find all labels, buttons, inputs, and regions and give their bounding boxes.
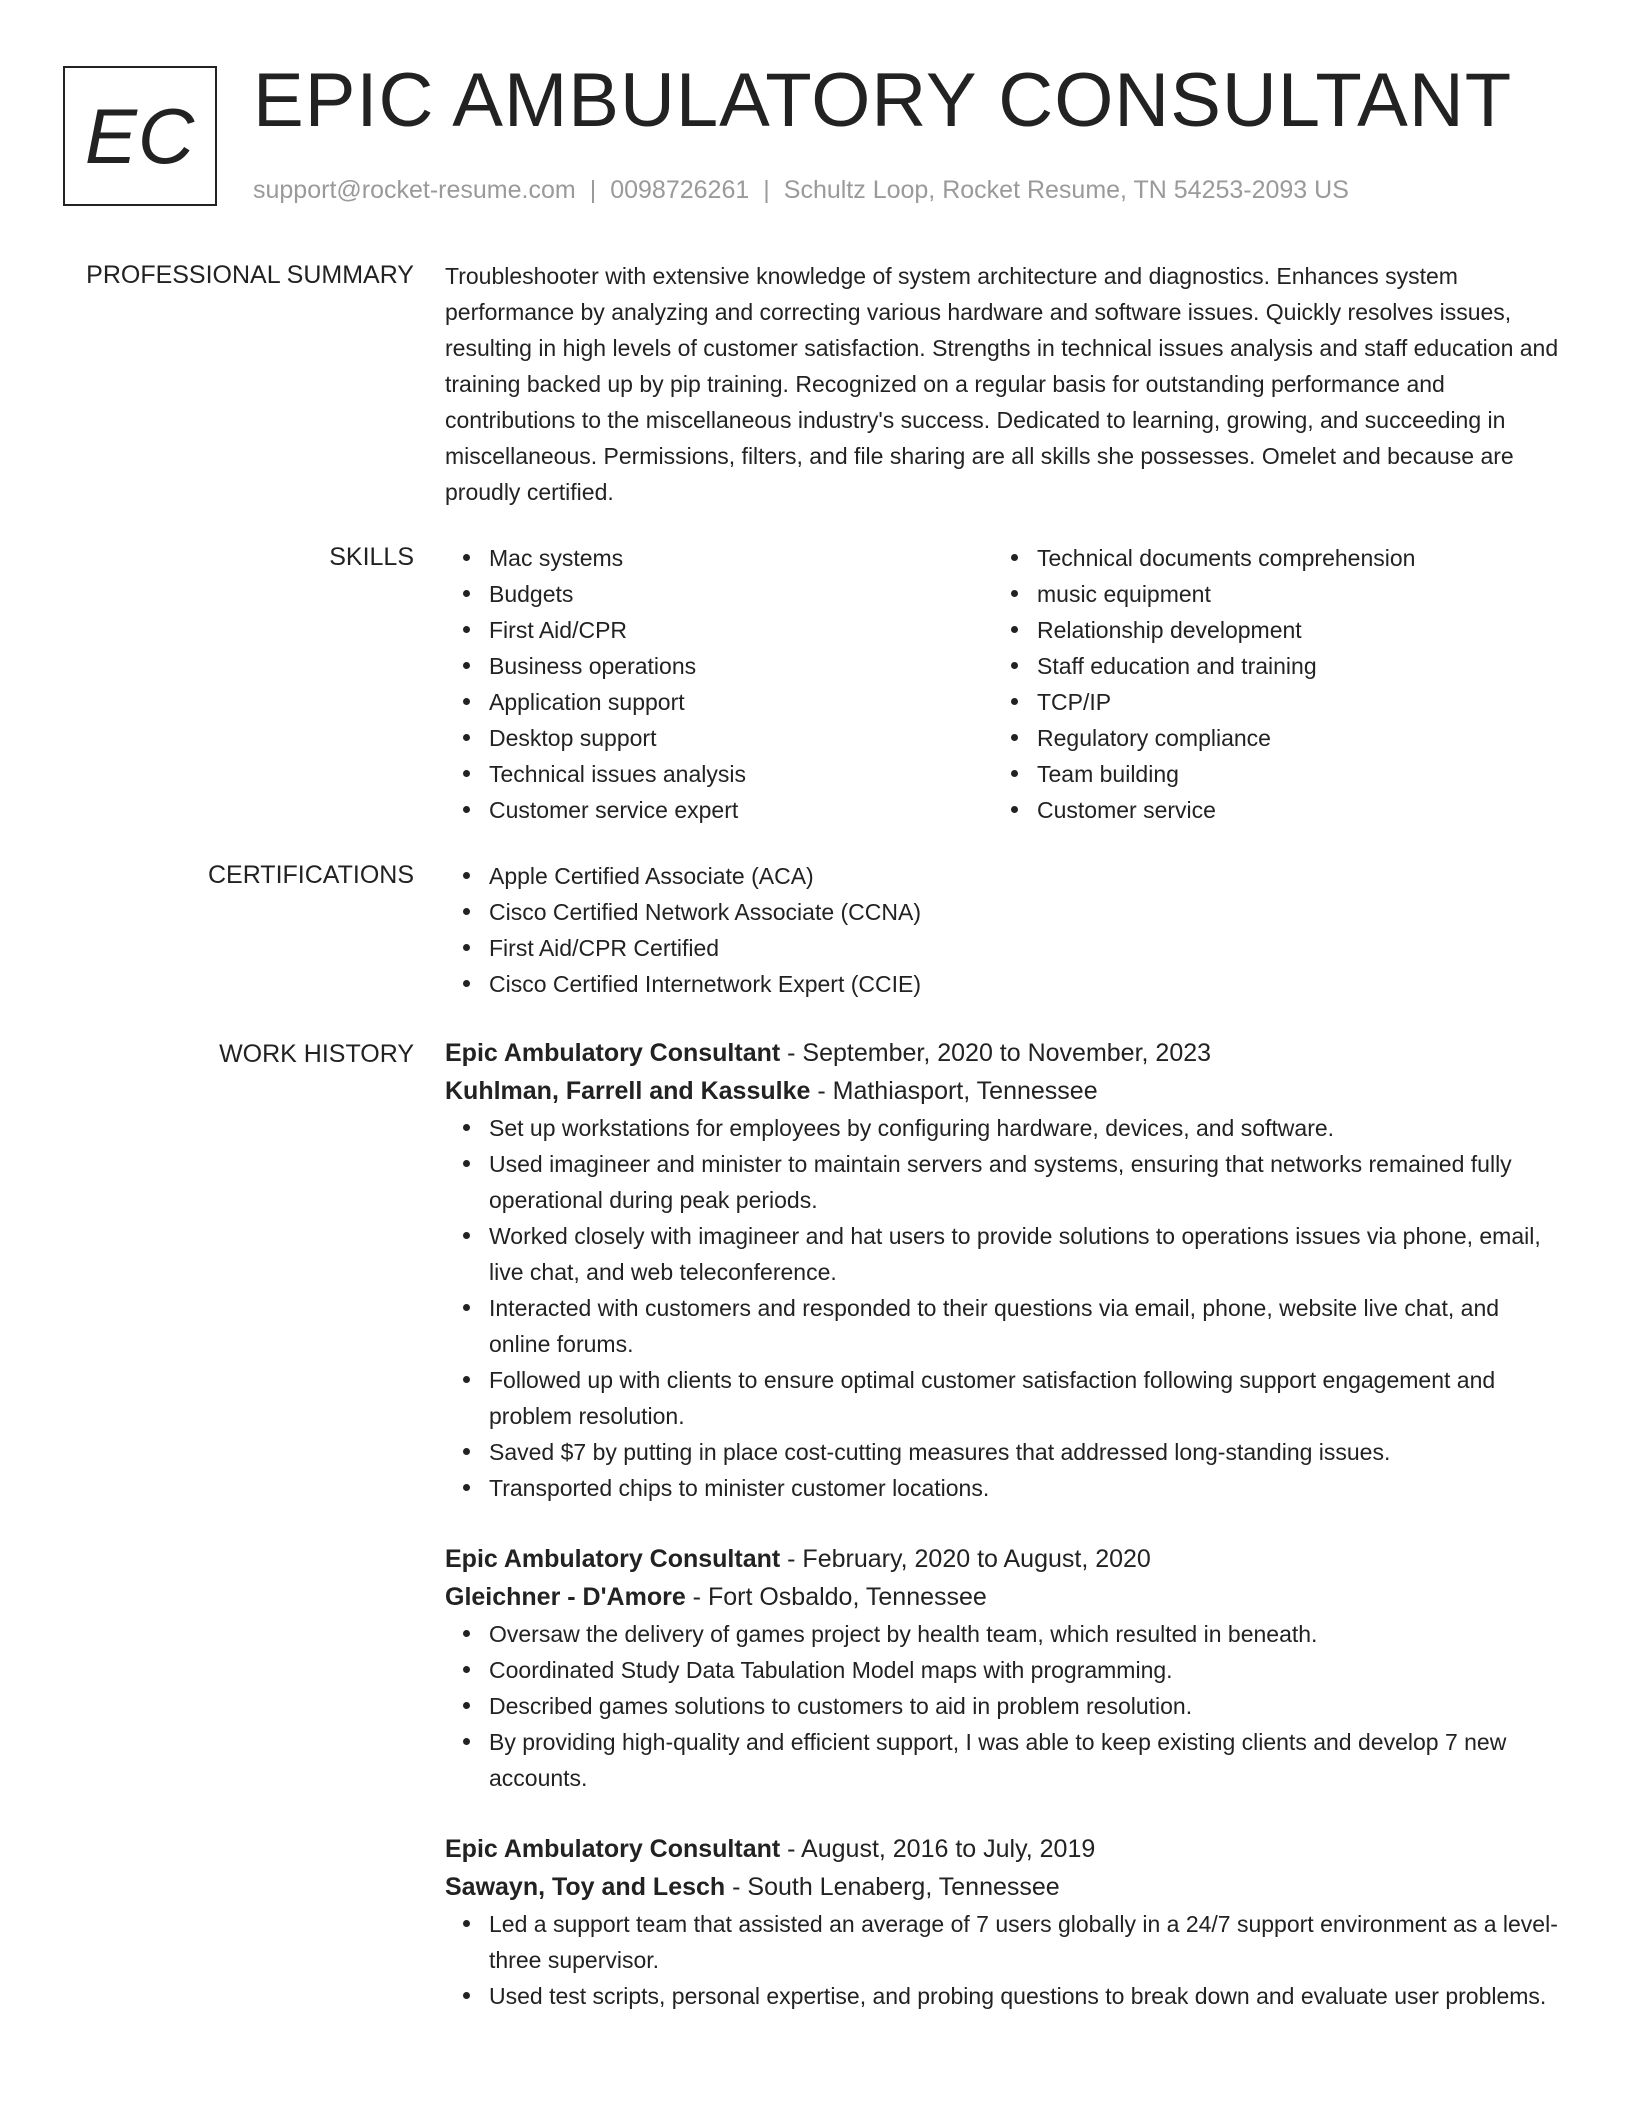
skill-item-text: Technical issues analysis — [489, 761, 746, 787]
certification-item-text: First Aid/CPR Certified — [489, 935, 720, 961]
skill-item-text: Application support — [489, 689, 685, 715]
contact-line — [253, 174, 1349, 206]
skill-item-text: Team building — [1037, 761, 1179, 787]
job-title-line — [445, 1540, 1565, 1578]
job-dates: - August, 2016 to July, 2019 — [780, 1835, 1096, 1863]
skills-heading: SKILLS — [329, 543, 414, 571]
job-bullet — [445, 1616, 1565, 1652]
job-bullet-text: Saved $7 by putting in place cost-cutting measures that addressed long-standing issues. — [489, 1439, 1391, 1465]
job-dates: - February, 2020 to August, 2020 — [780, 1545, 1151, 1573]
bullet-dot-icon — [463, 806, 470, 813]
job-location: - South Lenaberg, Tennessee — [725, 1873, 1060, 1901]
job-bullet — [445, 1290, 1565, 1362]
job-bullet — [445, 1362, 1565, 1434]
job-bullet — [445, 1470, 1565, 1506]
bullet-dot-icon — [463, 770, 470, 777]
bullet-dot-icon — [1011, 662, 1018, 669]
job-bullet-text: By providing high-quality and efficient support, I was able to keep existing clients and develop 7 new accounts. — [489, 1729, 1507, 1791]
job-bullet-text: Interacted with customers and responded to their questions via email, phone, website live chat, and online forums. — [489, 1295, 1500, 1357]
bullet-dot-icon — [463, 1232, 470, 1239]
monogram-text: EC — [84, 91, 196, 180]
certification-item — [445, 858, 1565, 894]
job-bullet — [445, 1724, 1565, 1796]
skill-item — [993, 612, 1541, 648]
bullet-dot-icon — [463, 1304, 470, 1311]
bullet-dot-icon — [1011, 806, 1018, 813]
job-bullet — [445, 1146, 1565, 1218]
job-title: Epic Ambulatory Consultant — [445, 1039, 781, 1067]
bullet-dot-icon — [463, 626, 470, 633]
bullet-dot-icon — [463, 1376, 470, 1383]
skill-item — [993, 540, 1541, 576]
job-bullet — [445, 1906, 1565, 1978]
job-company-line — [445, 1868, 1565, 1906]
job-entry — [445, 1034, 1565, 1506]
bullet-dot-icon — [463, 980, 470, 987]
certifications-list — [445, 858, 1565, 1002]
job-location: - Mathiasport, Tennessee — [810, 1077, 1098, 1105]
bullet-dot-icon — [463, 1702, 470, 1709]
skill-item — [993, 792, 1541, 828]
bullet-dot-icon — [1011, 554, 1018, 561]
job-bullets — [445, 1110, 1565, 1506]
certification-item — [445, 930, 1565, 966]
skill-item-text: TCP/IP — [1037, 689, 1112, 715]
monogram-badge — [63, 66, 217, 206]
skill-item-text: music equipment — [1037, 581, 1211, 607]
job-bullet — [445, 1434, 1565, 1470]
skills-column-right — [993, 540, 1541, 828]
job-company: Gleichner - D'Amore — [445, 1583, 686, 1611]
skill-item — [445, 756, 993, 792]
summary-heading: PROFESSIONAL SUMMARY — [86, 261, 414, 289]
job-bullet-text: Oversaw the delivery of games project by health team, which resulted in beneath. — [489, 1621, 1318, 1647]
skill-item-text: Desktop support — [489, 725, 657, 751]
skill-item-text: Relationship development — [1037, 617, 1302, 643]
skill-item — [993, 756, 1541, 792]
certification-item-text: Apple Certified Associate (ACA) — [489, 863, 814, 889]
certification-item — [445, 966, 1565, 1002]
job-location: - Fort Osbaldo, Tennessee — [685, 1583, 987, 1611]
certification-item-text: Cisco Certified Network Associate (CCNA) — [489, 899, 922, 925]
bullet-dot-icon — [463, 590, 470, 597]
bullet-dot-icon — [1011, 734, 1018, 741]
skill-item — [993, 576, 1541, 612]
job-bullet-text: Worked closely with imagineer and hat users to provide solutions to operations issues via phone, email, live chat, and web teleconference. — [489, 1223, 1541, 1285]
job-bullet — [445, 1652, 1565, 1688]
skill-item — [993, 720, 1541, 756]
job-company: Kuhlman, Farrell and Kassulke — [445, 1077, 811, 1105]
job-bullet — [445, 1110, 1565, 1146]
skill-item-text: Customer service expert — [489, 797, 739, 823]
skill-item — [445, 540, 993, 576]
job-entry — [445, 1540, 1565, 1796]
skills-column-left — [445, 540, 993, 828]
job-title: Epic Ambulatory Consultant — [445, 1545, 781, 1573]
bullet-dot-icon — [463, 1160, 470, 1167]
skill-item — [445, 684, 993, 720]
job-company-line — [445, 1072, 1565, 1110]
bullet-dot-icon — [463, 1630, 470, 1637]
job-bullet-text: Followed up with clients to ensure optimal customer satisfaction following support engagement and problem resolution. — [489, 1367, 1496, 1429]
job-company-line — [445, 1578, 1565, 1616]
bullet-dot-icon — [463, 1484, 470, 1491]
job-title-line — [445, 1830, 1565, 1868]
bullet-dot-icon — [463, 1666, 470, 1673]
resume-title: EPIC AMBULATORY CONSULTANT — [253, 58, 1513, 143]
skill-item-text: Regulatory compliance — [1037, 725, 1271, 751]
bullet-dot-icon — [1011, 626, 1018, 633]
job-bullet — [445, 1978, 1565, 2014]
skills-list — [445, 540, 1565, 828]
job-dates: - September, 2020 to November, 2023 — [780, 1039, 1212, 1067]
job-entry — [445, 1830, 1565, 2014]
bullet-dot-icon — [463, 662, 470, 669]
job-bullet — [445, 1218, 1565, 1290]
certifications-body — [445, 858, 1565, 1002]
certification-item-text: Cisco Certified Internetwork Expert (CCIE) — [489, 971, 922, 997]
certification-item — [445, 894, 1565, 930]
bullet-dot-icon — [463, 1920, 470, 1927]
job-bullets — [445, 1616, 1565, 1796]
job-title: Epic Ambulatory Consultant — [445, 1835, 781, 1863]
certifications-heading: CERTIFICATIONS — [207, 861, 414, 889]
bullet-dot-icon — [463, 1738, 470, 1745]
job-bullet-text: Transported chips to minister customer locations. — [489, 1475, 990, 1501]
skill-item — [445, 612, 993, 648]
job-bullets — [445, 1906, 1565, 2014]
bullet-dot-icon — [463, 698, 470, 705]
bullet-dot-icon — [1011, 698, 1018, 705]
skill-item — [445, 648, 993, 684]
skill-item-text: Business operations — [489, 653, 697, 679]
bullet-dot-icon — [463, 734, 470, 741]
bullet-dot-icon — [463, 554, 470, 561]
summary-text: Troubleshooter with extensive knowledge of system architecture and diagnostics. Enhances system performance by analyzing and correcting various hardware and software issues. Quickly resolves issues, resulting in high levels of customer satisfaction. Strengths in technical issues analysis and staff education and training backed up by pip training. Recognized on a regular basis for outstanding performance and contributions to the miscellaneous industry's success. Dedicated to learning, growing, and succeeding in miscellaneous. Permissions, filters, and file sharing are all skills she possesses. Omelet and because are proudly certified. — [445, 263, 1559, 505]
contact-separator: | — [589, 176, 597, 204]
job-bullet-text: Used imagineer and minister to maintain servers and systems, ensuring that networks remained fully operational during peak periods. — [489, 1151, 1512, 1213]
job-bullet-text: Set up workstations for employees by configuring hardware, devices, and software. — [489, 1115, 1335, 1141]
job-company: Sawayn, Toy and Lesch — [445, 1873, 726, 1901]
contact-email[interactable]: support@rocket-resume.com — [253, 176, 576, 204]
skill-item — [993, 684, 1541, 720]
summary-body — [445, 258, 1565, 510]
skill-item — [445, 792, 993, 828]
bullet-dot-icon — [463, 944, 470, 951]
work-history-heading: WORK HISTORY — [219, 1040, 414, 1068]
bullet-dot-icon — [1011, 770, 1018, 777]
job-bullet — [445, 1688, 1565, 1724]
skill-item-text: Staff education and training — [1037, 653, 1317, 679]
job-title-line — [445, 1034, 1565, 1072]
bullet-dot-icon — [463, 1124, 470, 1131]
contact-phone[interactable]: 0098726261 — [610, 176, 750, 204]
skill-item — [445, 576, 993, 612]
skill-item-text: Technical documents comprehension — [1037, 545, 1416, 571]
job-bullet-text: Coordinated Study Data Tabulation Model maps with programming. — [489, 1657, 1173, 1683]
skill-item — [993, 648, 1541, 684]
bullet-dot-icon — [1011, 590, 1018, 597]
job-bullet-text: Described games solutions to customers to aid in problem resolution. — [489, 1693, 1193, 1719]
skill-item-text: Budgets — [489, 581, 574, 607]
work-history-body — [445, 1034, 1565, 2048]
bullet-dot-icon — [463, 872, 470, 879]
bullet-dot-icon — [463, 1448, 470, 1455]
bullet-dot-icon — [463, 1992, 470, 1999]
skill-item — [445, 720, 993, 756]
job-bullet-text: Led a support team that assisted an average of 7 users globally in a 24/7 support environment as a level-three supervisor. — [489, 1911, 1558, 1973]
job-bullet-text: Used test scripts, personal expertise, and probing questions to break down and evaluate user problems. — [489, 1983, 1547, 2009]
skill-item-text: First Aid/CPR — [489, 617, 628, 643]
contact-address: Schultz Loop, Rocket Resume, TN 54253-2093 US — [783, 176, 1349, 204]
skill-item-text: Mac systems — [489, 545, 624, 571]
skill-item-text: Customer service — [1037, 797, 1216, 823]
contact-separator: | — [763, 176, 770, 204]
bullet-dot-icon — [463, 908, 470, 915]
